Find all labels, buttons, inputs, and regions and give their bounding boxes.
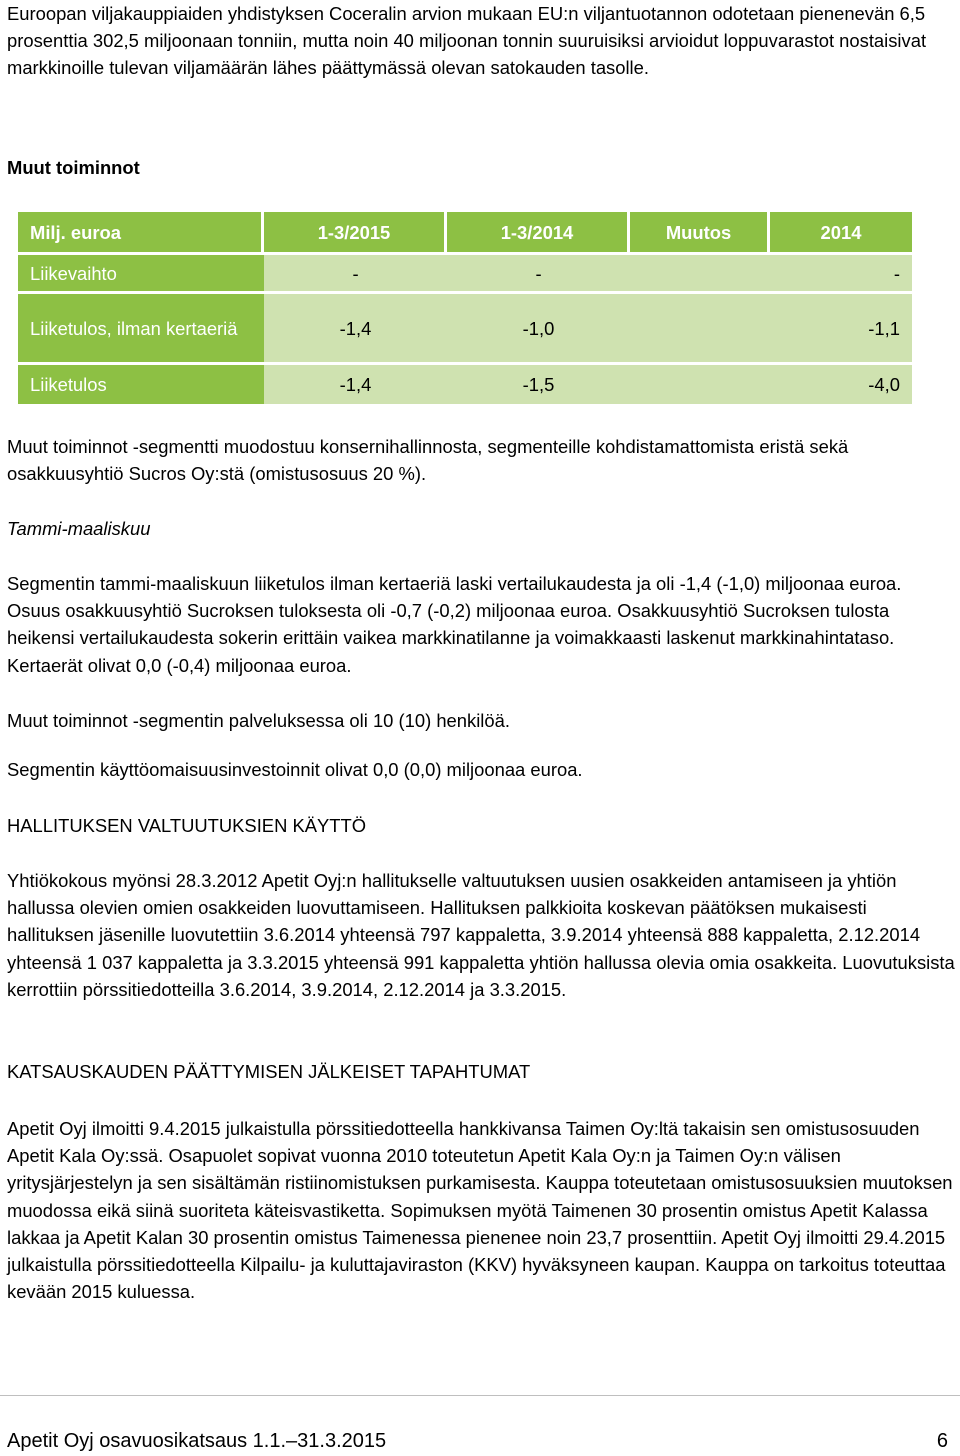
table-row (18, 291, 912, 362)
authorizations-heading: HALLITUKSEN VALTUUTUKSIEN KÄYTTÖ (7, 815, 367, 836)
cell-value (630, 362, 770, 404)
cell-value: - (770, 252, 912, 291)
segment-description: Muut toiminnot -segmentti muodostuu konsernihallinnosta, segmenteille kohdistamattomista eristä sekä osakkuusyhtiö Sucros Oy:stä (omistusosuus 20 %). (7, 436, 849, 485)
cell-value: - (264, 252, 447, 291)
footer-divider (0, 1395, 960, 1396)
row-label: Liikevaihto (18, 252, 264, 291)
cell-value: -1,4 (264, 362, 447, 404)
cell-value: -1,4 (264, 291, 447, 362)
section-heading: Muut toiminnot (7, 157, 140, 178)
cell-value (630, 252, 770, 291)
cell-value (630, 291, 770, 362)
cell-value: -4,0 (770, 362, 912, 404)
table-header-row (18, 212, 912, 252)
table-row (18, 362, 912, 404)
page-number: 6 (936, 1430, 948, 1452)
cell-value: - (447, 252, 630, 291)
footer-title: Apetit Oyj osavuosikatsaus 1.1.–31.3.2015 (7, 1430, 387, 1452)
results-table (18, 212, 912, 404)
table-header-cell: Milj. euroa (18, 212, 264, 252)
events-text: Apetit Oyj ilmoitti 9.4.2015 julkaistulla pörssitiedotteella hankkivansa Taimen Oy:ltä takaisin sen omistusosuuden Apetit Kala Oy:ssä. Osapuolet sopivat vuonna 2010 toteutetun Apetit Kala Oy:n ja Taimen Oy:n välisen yritysjärjestelyn ja sen sisältämän ristiinomistuksen purkamisesta. Kauppa toteutetaan omistusosuuksien muutoksen muodossa eikä siinä suoriteta käteisvastiketta. Sopimuksen myötä Taimenen 30 prosentin omistus Apetit Kalassa lakkaa ja Apetit Kalan 30 prosentin omistus Taimenessa pienenee noin 23,7 prosenttiin. Apetit Oyj ilmoitti 29.4.2015 julkaistulla pörssitiedotteella Kilpailu- ja kuluttajaviraston (KKV) hyväksyneen kaupan. Kauppa on tarkoitus toteuttaa kevään 2015 kuluessa. (7, 1118, 953, 1303)
cell-value: -1,1 (770, 291, 912, 362)
row-label: Liiketulos (18, 362, 264, 404)
table-header-cell: 1-3/2014 (447, 212, 630, 252)
staff-text: Muut toiminnot -segmentin palveluksessa oli 10 (10) henkilöä. (7, 710, 510, 731)
intro-paragraph: Euroopan viljakauppiaiden yhdistyksen Coceralin arvion mukaan EU:n viljantuotannon odotetaan pienenevän 6,5 prosenttia 302,5 miljoonaan tonniin, mutta noin 40 miljoonan tonnin suuruisiksi arvioidut loppuvarastot nostaisivat markkinoille tulevan viljamäärän lähes päättymässä olevan satokauden tasolle. (7, 3, 927, 79)
row-label: Liiketulos, ilman kertaeriä (18, 291, 264, 362)
table-header-cell: 1-3/2015 (264, 212, 447, 252)
cell-value: -1,0 (447, 291, 630, 362)
table-row (18, 252, 912, 291)
period-heading: Tammi-maaliskuu (7, 518, 151, 539)
period-text: Segmentin tammi-maaliskuun liiketulos ilman kertaeriä laski vertailukaudesta ja oli -1,4 (-1,0) miljoonaa euroa. Osuus osakkuusyhtiö Sucroksen tuloksesta oli -0,7 (-0,2) miljoonaa euroa. Osakkuusyhtiö Sucroksen tulosta heikensi vertailukaudesta sokerin erittäin vaikea markkinatilanne ja voimakkaasti laskenut markkinahintataso. Kertaerät olivat 0,0 (-0,4) miljoonaa euroa. (7, 573, 902, 676)
cell-value: -1,5 (447, 362, 630, 404)
capex-text: Segmentin käyttöomaisuusinvestoinnit olivat 0,0 (0,0) miljoonaa euroa. (7, 759, 583, 780)
table-header-cell: 2014 (820, 221, 862, 243)
authorizations-text: Yhtiökokous myönsi 28.3.2012 Apetit Oyj:n hallitukselle valtuutuksen uusien osakkeiden antamiseen ja yhtiön hallussa olevien omien osakkeiden luovuttamiseen. Hallituksen palkkioita koskevan päätöksen mukaisesti hallituksen jäsenille luovutettiin 3.6.2014 yhteensä 797 kappaletta, 3.9.2014 yhteensä 888 kappaletta, 2.12.2014 yhteensä 1 037 kappaletta ja 3.3.2015 yhteensä 991 kappaletta yhtiön hallussa olevia omia osakkeita. Luovutuksista kerrottiin pörssitiedotteilla 3.6.2014, 3.9.2014, 2.12.2014 ja 3.3.2015. (7, 870, 955, 1000)
table-header-cell: Muutos (630, 212, 770, 252)
events-heading: KATSAUSKAUDEN PÄÄTTYMISEN JÄLKEISET TAPAHTUMAT (7, 1061, 531, 1082)
